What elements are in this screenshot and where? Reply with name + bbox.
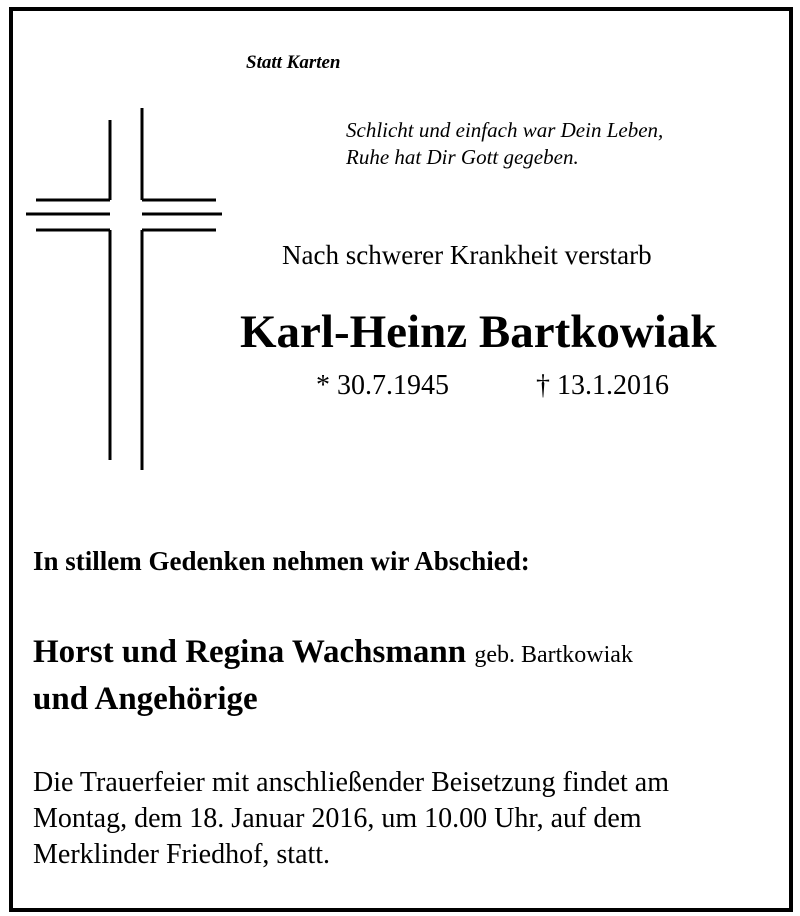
cross-icon — [24, 108, 224, 470]
deceased-name: Karl-Heinz Bartkowiak — [240, 306, 717, 358]
service-details — [33, 765, 669, 873]
mourners-primary-row — [33, 630, 633, 677]
service-line-2: Montag, dem 18. Januar 2016, um 10.00 Uhr, auf dem — [33, 803, 642, 834]
farewell-line: In stillem Gedenken nehmen wir Abschied: — [33, 546, 530, 576]
announcement-intro: Nach schwerer Krankheit verstarb — [282, 240, 652, 270]
service-line-3: Merklinder Friedhof, statt. — [33, 839, 331, 870]
death-date: † 13.1.2016 — [536, 370, 669, 401]
mourners-primary: Horst und Regina Wachsmann — [33, 634, 467, 670]
memorial-verse — [346, 117, 663, 171]
service-line-1: Die Trauerfeier mit anschließender Beisetzung findet am — [33, 767, 670, 798]
verse-line-1: Schlicht und einfach war Dein Leben, — [346, 118, 664, 142]
mourners-secondary: und Angehörige — [33, 681, 258, 717]
mourners-block — [33, 630, 633, 721]
statt-karten-label: Statt Karten — [246, 52, 341, 73]
maiden-name: geb. Bartkowiak — [474, 642, 633, 668]
birth-date: * 30.7.1945 — [316, 370, 449, 401]
verse-line-2: Ruhe hat Dir Gott gegeben. — [346, 145, 579, 169]
